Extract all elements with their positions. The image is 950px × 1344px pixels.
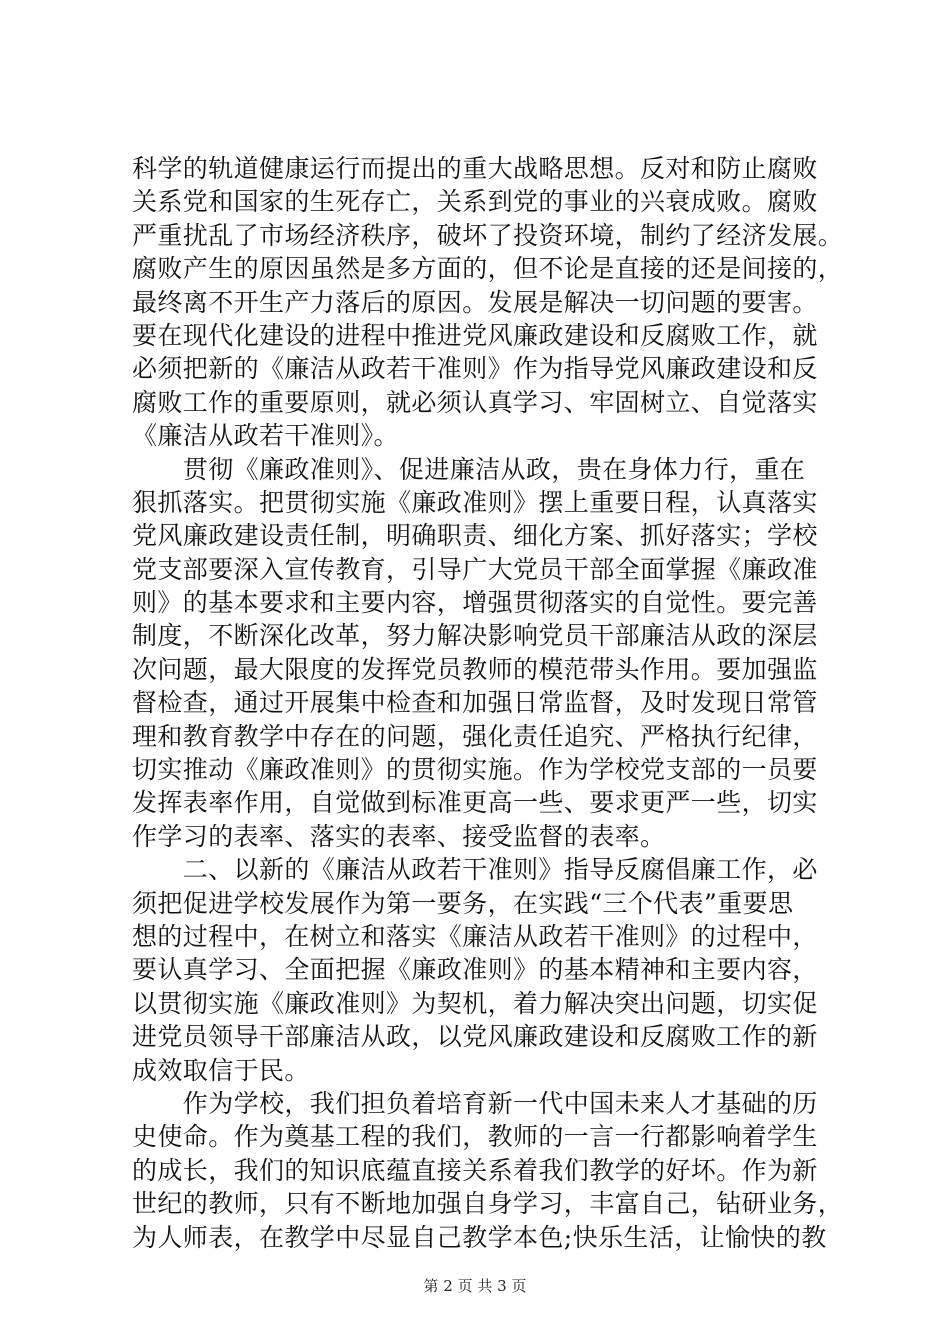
text-line: 腐败产生的原因虽然是多方面的，但不论是直接的还是间接的，	[132, 254, 844, 284]
document-body	[132, 152, 844, 1254]
page-number-footer: 第 2 页 共 3 页	[423, 1277, 527, 1295]
text-line: 切实推动《廉政准则》的贯彻实施。作为学校党支部的一员要	[132, 755, 818, 785]
text-line: 以贯彻实施《廉政准则》为契机，着力解决突出问题，切实促	[132, 988, 818, 1018]
text-line: 则》的基本要求和主要内容，增强贯彻落实的自觉性。要完善	[132, 588, 818, 618]
text-line: 科学的轨道健康运行而提出的重大战略思想。反对和防止腐败	[132, 154, 818, 183]
text-line: 贯彻《廉政准则》、促进廉洁从政，贵在身体力行，重在	[132, 454, 806, 484]
text-line: 作学习的表率、落实的表率、接受监督的表率。	[132, 821, 666, 851]
text-line: 腐败工作的重要原则，就必须认真学习、牢固树立、自觉落实	[132, 387, 818, 417]
text-line: 为人师表，在教学中尽显自己教学本色;快乐生活，让愉快的教	[132, 1222, 827, 1252]
text-line: 党支部要深入宣传教育，引导广大党员干部全面掌握《廉政准	[132, 554, 818, 584]
text-line: 最终离不开生产力落后的原因。发展是解决一切问题的要害。	[132, 287, 818, 317]
text-line: 制度，不断深化改革，努力解决影响党员干部廉洁从政的深层	[132, 621, 818, 651]
text-line: 《廉洁从政若干准则》。	[132, 421, 399, 451]
text-line: 要认真学习、全面把握《廉政准则》的基本精神和主要内容，	[132, 955, 818, 985]
text-line: 想的过程中，在树立和落实《廉洁从政若干准则》的过程中，	[132, 921, 818, 951]
text-line: 必须把新的《廉洁从政若干准则》作为指导党风廉政建设和反	[132, 354, 818, 384]
text-line: 须把促进学校发展作为第一要务，在实践“三个代表”重要思	[132, 888, 794, 918]
text-line: 成效取信于民。	[132, 1055, 310, 1085]
text-line: 严重扰乱了市场经济秩序，破坏了投资环境，制约了经济发展。	[132, 220, 844, 250]
text-line: 二、以新的《廉洁从政若干准则》指导反腐倡廉工作，必	[132, 855, 818, 885]
text-line: 要在现代化建设的进程中推进党风廉政建设和反腐败工作，就	[132, 320, 818, 350]
text-line: 次问题，最大限度的发挥党员教师的模范带头作用。要加强监	[132, 654, 818, 684]
text-line: 世纪的教师，只有不断地加强自身学习，丰富自己，钻研业务，	[132, 1189, 844, 1219]
text-line: 督检查，通过开展集中检查和加强日常监督，及时发现日常管	[132, 688, 818, 718]
text-line: 狠抓落实。把贯彻实施《廉政准则》摆上重要日程，认真落实	[132, 487, 818, 517]
text-line: 理和教育教学中存在的问题，强化责任追究、严格执行纪律，	[132, 721, 818, 751]
text-line: 关系党和国家的生死存亡，关系到党的事业的兴衰成败。腐败	[132, 187, 818, 217]
text-line: 史使命。作为奠基工程的我们，教师的一言一行都影响着学生	[132, 1122, 818, 1152]
text-line: 党风廉政建设责任制，明确职责、细化方案、抓好落实；学校	[132, 521, 818, 551]
text-line: 发挥表率作用，自觉做到标准更高一些、要求更严一些，切实	[132, 788, 818, 818]
text-line: 作为学校，我们担负着培育新一代中国未来人才基础的历	[132, 1088, 818, 1118]
text-line: 进党员领导干部廉洁从政，以党风廉政建设和反腐败工作的新	[132, 1022, 818, 1052]
text-line: 的成长，我们的知识底蕴直接关系着我们教学的好坏。作为新	[132, 1155, 818, 1185]
